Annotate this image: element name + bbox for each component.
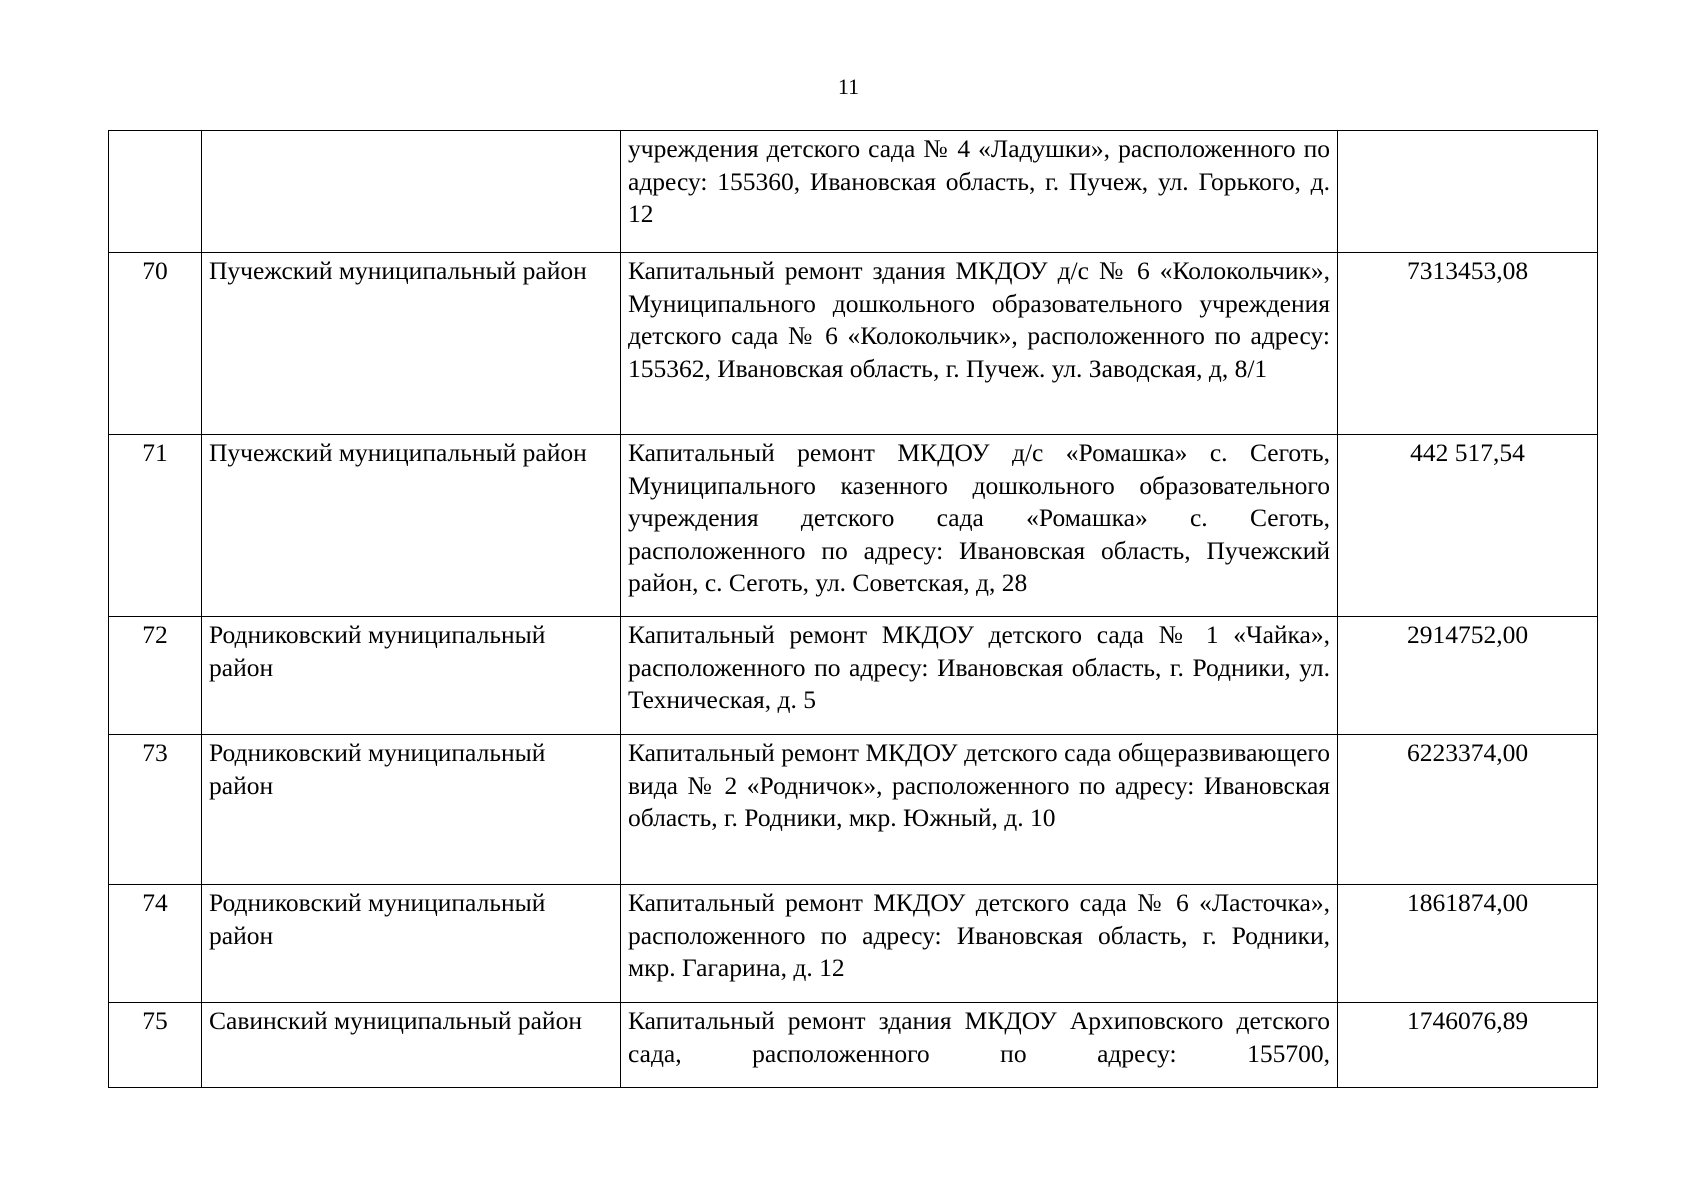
amount-value: 442 517,54 [1338, 435, 1598, 617]
amount-value: 1861874,00 [1338, 885, 1598, 1003]
row-number: 70 [109, 253, 202, 435]
table-row [109, 253, 1598, 435]
amount-value: 7313453,08 [1338, 253, 1598, 435]
table-row [109, 1003, 1598, 1088]
work-description: Капитальный ремонт МКДОУ детского сада № 1 «Чайка», расположенного по адресу: Ивановская область, г. Родники, ул. Техническая, д. 5 [621, 617, 1338, 735]
table-row [109, 617, 1598, 735]
work-description: Капитальный ремонт МКДОУ д/с «Ромашка» с. Сеготь, Муниципального казенного дошкольного образовательного учреждения детского сада «Ромашка» с. Сеготь, расположенного по адресу: Ивановская область, Пучежский район, с. Сеготь, ул. Советская, д, 28 [621, 435, 1338, 617]
work-description: Капитальный ремонт здания МКДОУ д/с № 6 «Колокольчик», Муниципального дошкольного образовательного учреждения детского сада № 6 «Колокольчик», расположенного по адресу: 155362, Ивановская область, г. Пучеж. ул. Заводская, д, 8/1 [621, 253, 1338, 435]
amount-value: 6223374,00 [1338, 735, 1598, 885]
table-row [109, 735, 1598, 885]
table-row [109, 131, 1598, 253]
district-name: Пучежский муниципальный район [202, 253, 621, 435]
district-name: Родниковский муниципальный район [202, 735, 621, 885]
work-description: Капитальный ремонт МКДОУ детского сада общеразвивающего вида № 2 «Родничок», расположенного по адресу: Ивановская область, г. Родники, мкр. Южный, д. 10 [621, 735, 1338, 885]
table-row [109, 435, 1598, 617]
work-description: учреждения детского сада № 4 «Ладушки», расположенного по адресу: 155360, Ивановская область, г. Пучеж, ул. Горького, д. 12 [621, 131, 1338, 253]
row-number: 73 [109, 735, 202, 885]
amount-value [1338, 131, 1598, 253]
district-name: Савинский муниципальный район [202, 1003, 621, 1088]
row-number [109, 131, 202, 253]
table-row [109, 885, 1598, 1003]
amount-value: 1746076,89 [1338, 1003, 1598, 1088]
funding-table [108, 130, 1598, 1088]
row-number: 74 [109, 885, 202, 1003]
amount-value: 2914752,00 [1338, 617, 1598, 735]
work-description: Капитальный ремонт здания МКДОУ Архиповского детского сада, расположенного по адресу: 155700, [621, 1003, 1338, 1088]
row-number: 71 [109, 435, 202, 617]
page-number: 11 [837, 74, 860, 99]
district-name [202, 131, 621, 253]
district-name: Родниковский муниципальный район [202, 885, 621, 1003]
district-name: Родниковский муниципальный район [202, 617, 621, 735]
row-number: 75 [109, 1003, 202, 1088]
row-number: 72 [109, 617, 202, 735]
district-name: Пучежский муниципальный район [202, 435, 621, 617]
work-description: Капитальный ремонт МКДОУ детского сада № 6 «Ласточка», расположенного по адресу: Ивановская область, г. Родники, мкр. Гагарина, д. 12 [621, 885, 1338, 1003]
